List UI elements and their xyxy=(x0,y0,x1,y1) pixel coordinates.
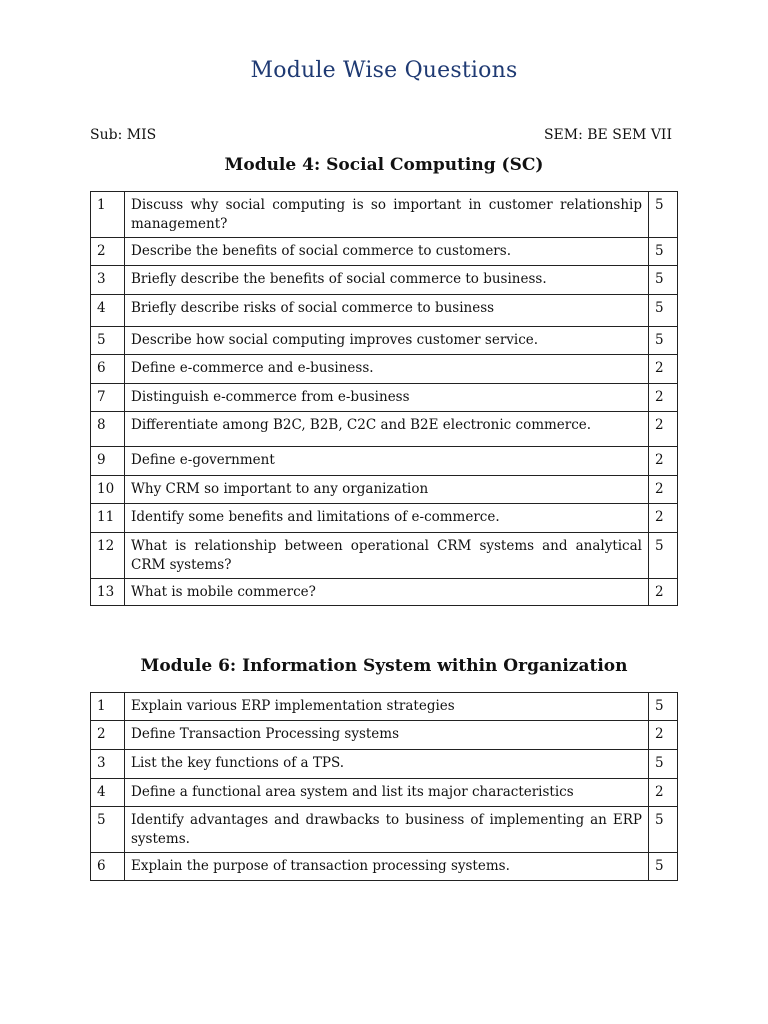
question-marks: 2 xyxy=(649,447,678,476)
table-row xyxy=(91,533,678,579)
question-marks: 5 xyxy=(649,853,678,881)
question-marks: 2 xyxy=(649,384,678,412)
question-number: 4 xyxy=(91,295,125,327)
question-text: Why CRM so important to any organization xyxy=(125,476,649,504)
table-row xyxy=(91,476,678,504)
question-marks: 5 xyxy=(649,327,678,355)
table-row xyxy=(91,192,678,238)
question-number: 1 xyxy=(91,693,125,721)
table-row xyxy=(91,355,678,384)
question-number: 1 xyxy=(91,192,125,238)
question-text: Briefly describe risks of social commerce to business xyxy=(125,295,649,327)
questions-table-module-4 xyxy=(90,191,678,606)
question-text: What is mobile commerce? xyxy=(125,579,649,606)
question-text: What is relationship between operational CRM systems and analytical CRM systems? xyxy=(125,533,649,579)
table-row xyxy=(91,384,678,412)
question-marks: 5 xyxy=(649,266,678,295)
question-number: 8 xyxy=(91,412,125,447)
question-number: 6 xyxy=(91,355,125,384)
question-text: Identify advantages and drawbacks to business of implementing an ERP systems. xyxy=(125,807,649,853)
table-row xyxy=(91,295,678,327)
question-number: 11 xyxy=(91,504,125,533)
questions-table-body xyxy=(91,693,678,881)
table-row xyxy=(91,721,678,750)
table-row xyxy=(91,579,678,606)
question-number: 5 xyxy=(91,807,125,853)
question-text: Differentiate among B2C, B2B, C2C and B2E electronic commerce. xyxy=(125,412,649,447)
questions-table-body xyxy=(91,192,678,606)
table-row xyxy=(91,412,678,447)
question-marks: 5 xyxy=(649,533,678,579)
question-number: 4 xyxy=(91,779,125,807)
question-number: 13 xyxy=(91,579,125,606)
question-number: 5 xyxy=(91,327,125,355)
question-marks: 5 xyxy=(649,750,678,779)
table-row xyxy=(91,238,678,266)
question-number: 12 xyxy=(91,533,125,579)
question-text: Briefly describe the benefits of social commerce to business. xyxy=(125,266,649,295)
table-row xyxy=(91,853,678,881)
question-marks: 2 xyxy=(649,355,678,384)
table-row xyxy=(91,779,678,807)
table-row xyxy=(91,504,678,533)
question-text: Distinguish e-commerce from e-business xyxy=(125,384,649,412)
question-number: 7 xyxy=(91,384,125,412)
table-row xyxy=(91,807,678,853)
question-marks: 2 xyxy=(649,779,678,807)
table-row xyxy=(91,750,678,779)
question-marks: 2 xyxy=(649,579,678,606)
question-number: 10 xyxy=(91,476,125,504)
question-marks: 2 xyxy=(649,412,678,447)
question-text: Describe the benefits of social commerce to customers. xyxy=(125,238,649,266)
question-text: List the key functions of a TPS. xyxy=(125,750,649,779)
question-number: 3 xyxy=(91,750,125,779)
section-heading-module-4: Module 4: Social Computing (SC) xyxy=(224,155,544,175)
subject-label: Sub: MIS xyxy=(90,127,157,143)
question-number: 3 xyxy=(91,266,125,295)
question-text: Define a functional area system and list its major characteristics xyxy=(125,779,649,807)
question-text: Define Transaction Processing systems xyxy=(125,721,649,750)
question-marks: 2 xyxy=(649,504,678,533)
question-text: Explain various ERP implementation strategies xyxy=(125,693,649,721)
semester-label: SEM: BE SEM VII xyxy=(543,127,672,143)
questions-table-module-6 xyxy=(90,692,678,881)
question-text: Explain the purpose of transaction processing systems. xyxy=(125,853,649,881)
question-number: 2 xyxy=(91,721,125,750)
table-row xyxy=(91,447,678,476)
table-row xyxy=(91,266,678,295)
table-row xyxy=(91,693,678,721)
section-heading-module-6: Module 6: Information System within Organization xyxy=(140,656,628,676)
question-text: Discuss why social computing is so important in customer relationship management? xyxy=(125,192,649,238)
page-title: Module Wise Questions xyxy=(250,58,518,83)
table-row xyxy=(91,327,678,355)
question-text: Describe how social computing improves customer service. xyxy=(125,327,649,355)
question-number: 6 xyxy=(91,853,125,881)
question-text: Identify some benefits and limitations of e-commerce. xyxy=(125,504,649,533)
question-marks: 5 xyxy=(649,238,678,266)
question-marks: 5 xyxy=(649,807,678,853)
question-marks: 2 xyxy=(649,476,678,504)
question-marks: 2 xyxy=(649,721,678,750)
question-text: Define e-commerce and e-business. xyxy=(125,355,649,384)
question-text: Define e-government xyxy=(125,447,649,476)
question-number: 2 xyxy=(91,238,125,266)
question-marks: 5 xyxy=(649,295,678,327)
question-marks: 5 xyxy=(649,693,678,721)
question-number: 9 xyxy=(91,447,125,476)
question-marks: 5 xyxy=(649,192,678,238)
